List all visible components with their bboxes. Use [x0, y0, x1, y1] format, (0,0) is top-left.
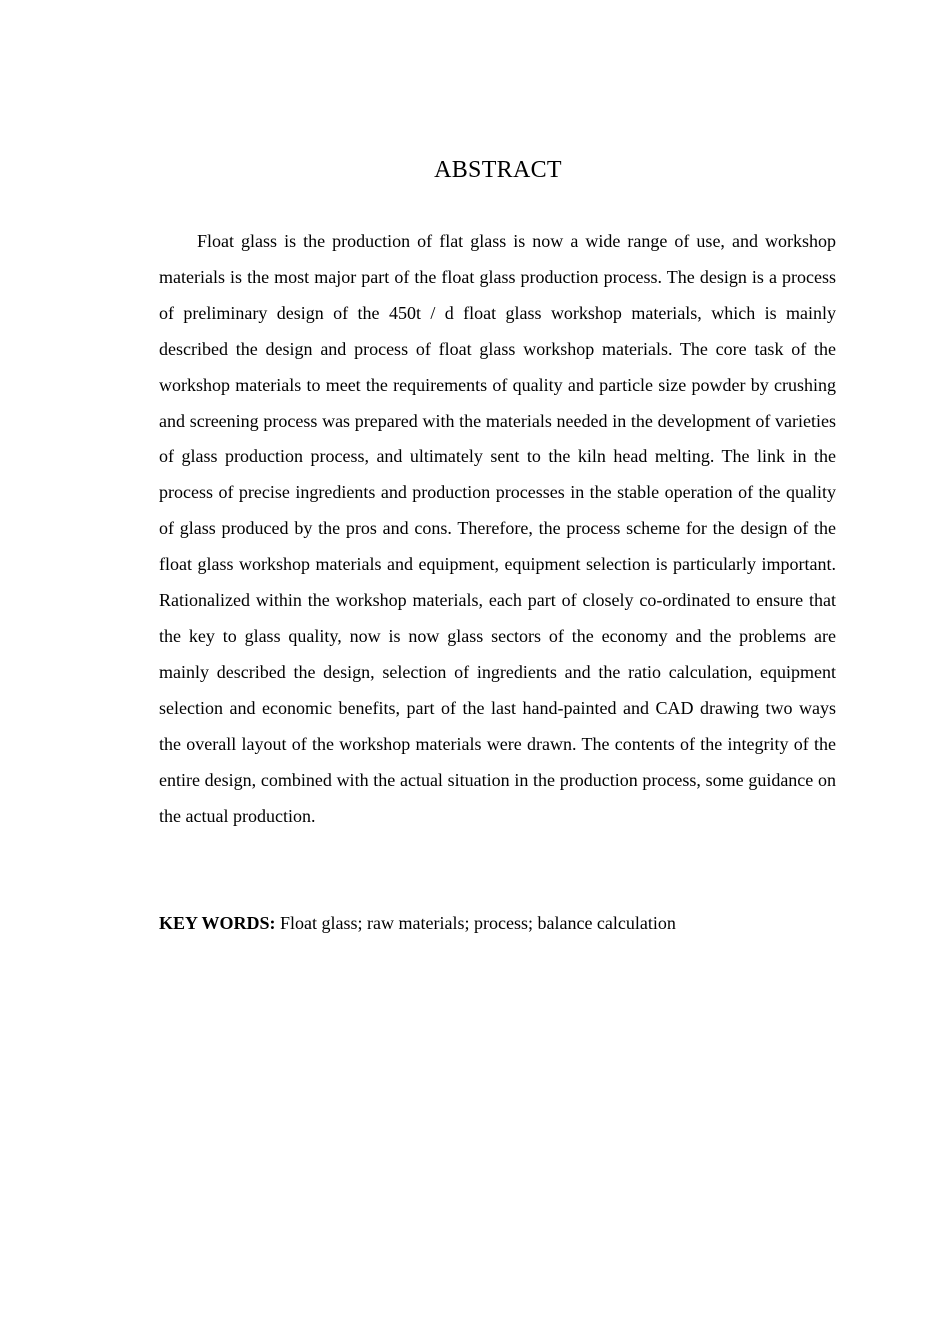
abstract-paragraph: Float glass is the production of flat glass is now a wide range of use, and workshop materials is the most major part of the float glass production process. The design is a process of preliminary design of the 450t / d float glass workshop materials, which is mainly described the design and process of float glass workshop materials. The core task of the workshop materials to meet the requirements of quality and particle size powder by crushing and screening process was prepared with the materials needed in the development of varieties of glass production process, and ultimately sent to the kiln head melting. The link in the process of precise ingredients and production processes in the stable operation of the quality of glass produced by the pros and cons. Therefore, the process scheme for the design of the float glass workshop materials and equipment, equipment selection is particularly important. Rationalized within the workshop materials, each part of closely co-ordinated to ensure that the key to glass quality, now is now glass sectors of the economy and the problems are mainly described the design, selection of ingredients and the ratio calculation, equipment selection and economic benefits, part of the last hand-painted and CAD drawing two ways the overall layout of the workshop materials were drawn. The contents of the integrity of the entire design, combined with the actual situation in the production process, some guidance on the actual production.: [159, 231, 836, 826]
keywords-text: Float glass; raw materials; process; balance calculation: [275, 913, 676, 933]
keywords-label: KEY WORDS:: [159, 913, 276, 933]
keywords-line: [159, 906, 836, 942]
abstract-title: ABSTRACT: [434, 157, 562, 183]
